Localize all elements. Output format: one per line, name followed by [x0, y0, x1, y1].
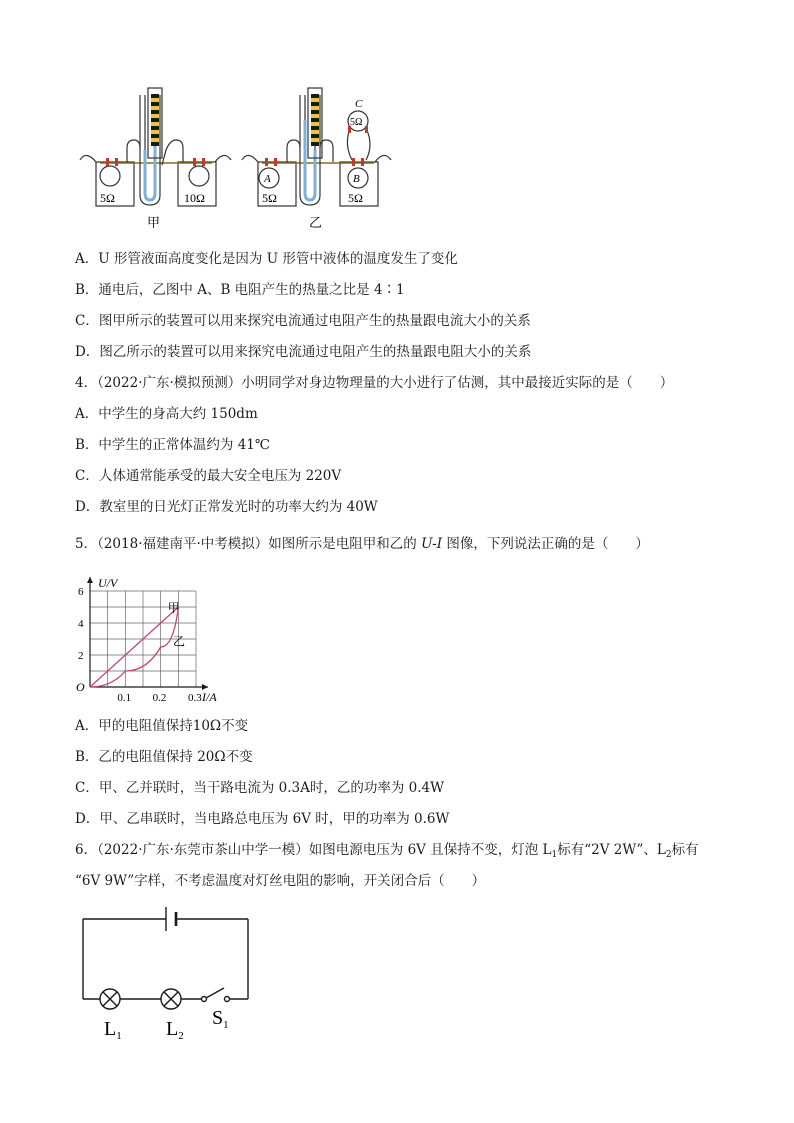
s1-label: $S_1$	[212, 1007, 229, 1031]
series-line-jia	[90, 607, 178, 687]
q3-option-a: A．U 形管液面高度变化是因为 U 形管中液体的温度发生了变化	[75, 251, 458, 267]
jia-wire-left	[80, 155, 96, 162]
ui-chart	[70, 565, 240, 705]
circuit-diagram	[60, 895, 280, 1045]
jia-res-left-label: 5Ω	[100, 191, 115, 205]
x-tick-label: 0.1	[117, 692, 132, 704]
y-axis-arrow	[87, 577, 93, 583]
q6-line1-suffix: 标有	[671, 842, 699, 858]
q4-option-a: A．中学生的身高大约 150dm	[75, 406, 258, 422]
y-tick-label: 4	[78, 618, 84, 630]
switch-s1	[202, 988, 230, 1002]
lamp-l1	[100, 989, 120, 1009]
q6-line1-mid: 标有“2V 2W”、L	[557, 842, 666, 858]
series-label-yi: 乙	[173, 634, 186, 649]
q5-option-a: A．甲的电阻值保持10Ω不变	[75, 718, 249, 734]
q4-stem: 4．（2022·广东·模拟预测）小明同学对身边物理量的大小进行了估测，其中最接近实际的是（ ）	[75, 375, 674, 391]
q5-option-b: B．乙的电阻值保持 20Ω不变	[75, 749, 253, 765]
q5-option-d: D．甲、乙串联时，当电路总电压为 6V 时，甲的功率为 0.6W	[75, 811, 450, 827]
joule-apparatus-figure	[0, 0, 794, 240]
q4-option-c: C．人体通常能承受的最大安全电压为 220V	[75, 468, 342, 484]
q5-stem-italic: U-I	[421, 536, 443, 552]
jia-res-right-label: 10Ω	[184, 191, 205, 205]
lamp-l2	[161, 989, 181, 1009]
q5-stem-suffix: 图像，下列说法正确的是（ ）	[442, 536, 649, 552]
q6-line1	[75, 841, 699, 864]
q4-option-d: D．教室里的日光灯正常发光时的功率大约为 40W	[75, 499, 378, 515]
q6-line2: “6V 9W”字样，不考虑温度对灯丝电阻的影响，开关闭合后（ ）	[75, 873, 486, 889]
y-tick-label: 6	[78, 586, 84, 598]
l2-label: $L_2$	[166, 1018, 184, 1042]
q5-option-c: C．甲、乙并联时，当干路电流为 0.3A时，乙的功率为 0.4W	[75, 780, 444, 796]
yi-res-right-label: 5Ω	[348, 191, 363, 205]
yi-res-left-label: 5Ω	[262, 191, 277, 205]
yi-caption: 乙	[309, 215, 323, 230]
q4-option-b: B．中学生的正常体温约为 41℃	[75, 437, 270, 453]
yi-label-b: B	[353, 173, 360, 185]
yi-label-c: C	[355, 98, 363, 110]
jia-caption: 甲	[147, 215, 161, 230]
yi-res-c-label: 5Ω	[350, 117, 363, 128]
y-axis-label: U/V	[98, 576, 118, 590]
q6-line1-prefix: 6．（2022·广东·东莞市茶山中学一模）如图电源电压为 6V 且保持不变，灯泡 L	[75, 842, 552, 858]
jia-wire-right	[215, 155, 231, 162]
x-tick-label: 0.3	[188, 692, 202, 704]
l1-label: $L_1$	[104, 1018, 122, 1042]
q3-option-c: C．图甲所示的装置可以用来探究电流通过电阻产生的热量跟电流大小的关系	[75, 313, 531, 329]
y-tick-label: 2	[78, 650, 84, 662]
origin-label: O	[76, 680, 85, 694]
series-label-jia: 甲	[167, 600, 180, 615]
yi-wire-left	[242, 155, 258, 162]
q6-line1-sub2: 2	[665, 850, 672, 860]
x-axis-label: I/A	[202, 690, 217, 704]
yi-wire-right	[375, 155, 391, 162]
yi-label-a: A	[264, 173, 271, 185]
q5-stem	[75, 535, 649, 553]
x-tick-label: 0.2	[152, 692, 167, 704]
q6-line1-sub1: 1	[551, 850, 558, 860]
q3-option-b: B．通电后，乙图中 A、B 电阻产生的热量之比是 4∶1	[75, 282, 405, 298]
q3-option-d: D．图乙所示的装置可以用来探究电流通过电阻产生的热量跟电阻大小的关系	[75, 344, 532, 360]
q5-stem-prefix: 5．（2018·福建南平·中考模拟）如图所示是电阻甲和乙的	[75, 536, 422, 552]
